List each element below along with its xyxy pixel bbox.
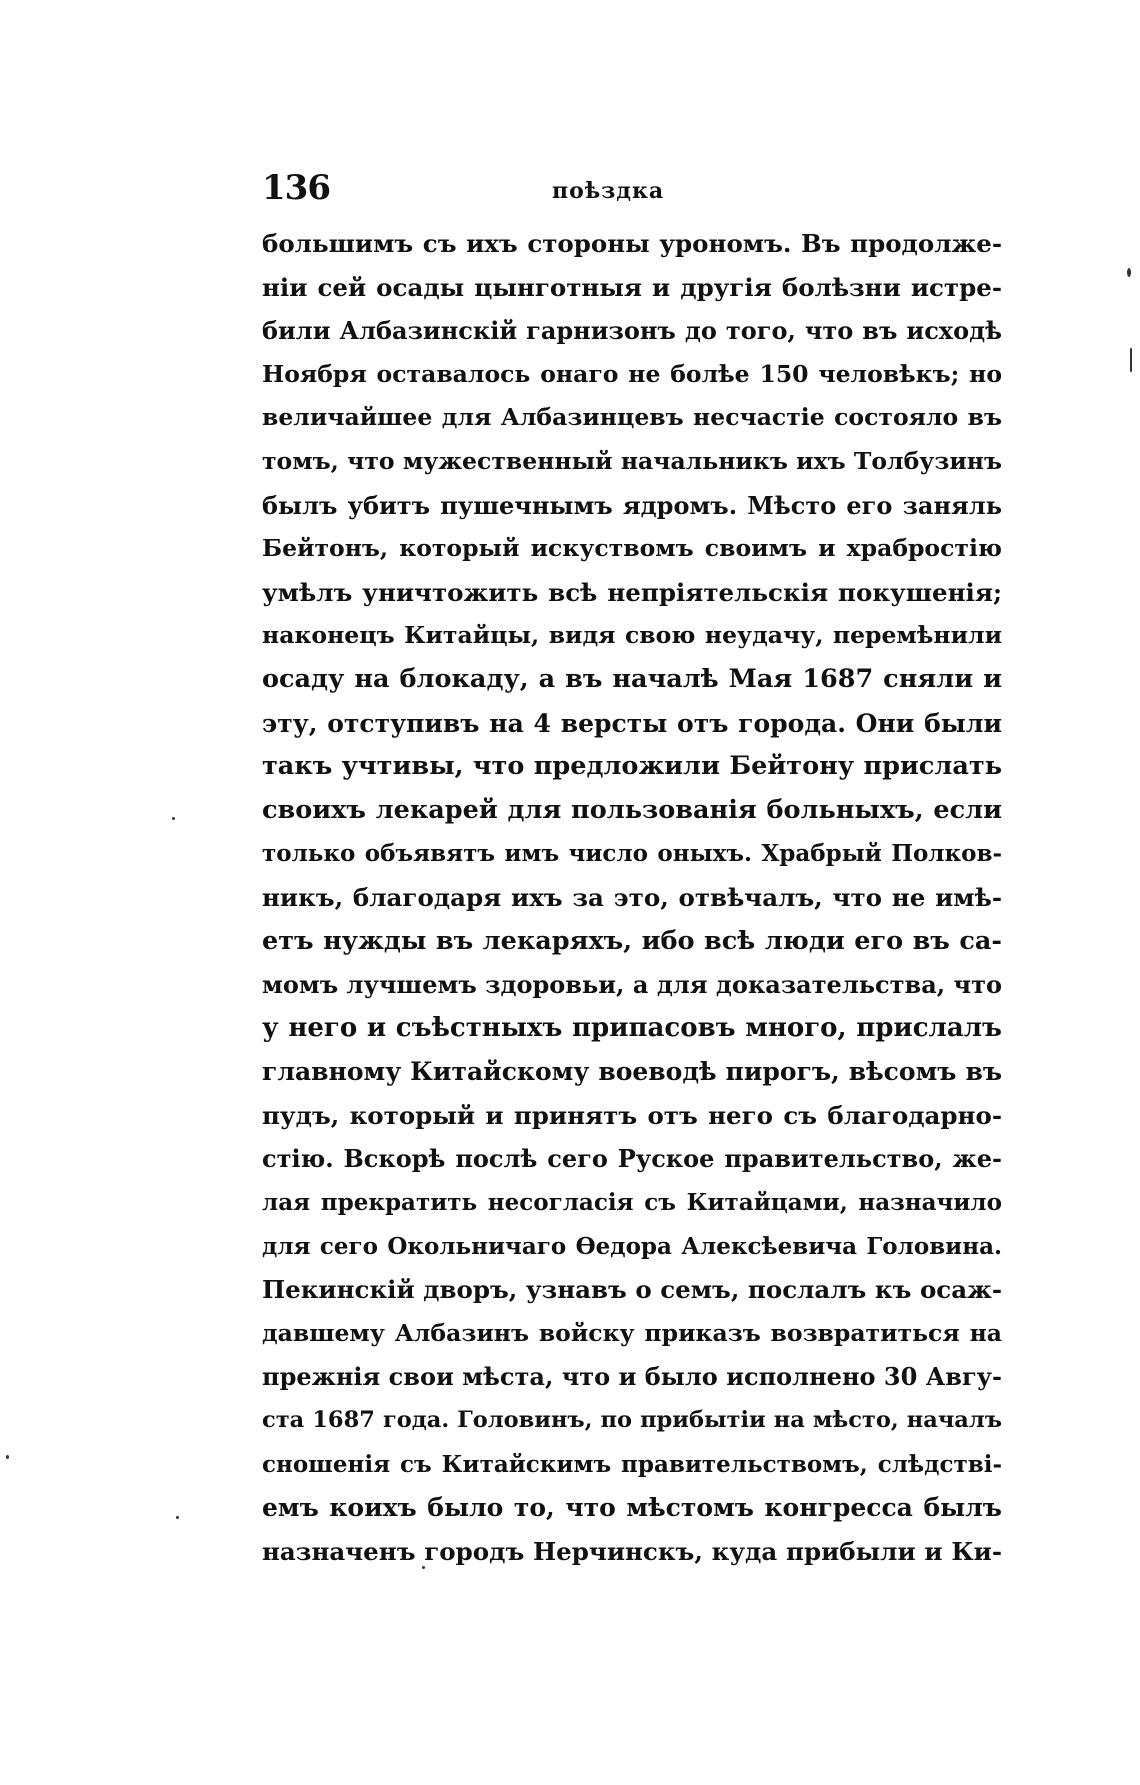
text-line: томъ, что мужественный начальникъ ихъ Толбузинъ <box>262 446 1002 475</box>
text-line: назначенъ городъ Нерчинскъ, куда прибыли и Ки- <box>262 1536 1002 1566</box>
text-line: ніи сей осады цынготныя и другія болѣзни истре- <box>262 272 1002 302</box>
text-line: у него и съѣстныхъ припасовъ много, прислалъ <box>262 1012 1002 1043</box>
text-line: Пекинскій дворъ, узнавъ о семъ, послалъ къ осаж- <box>262 1275 1002 1305</box>
text-line: били Албазинскій гарнизонъ до того, что въ исходѣ <box>262 316 1002 346</box>
text-line: давшему Албазинъ войску приказъ возвратиться на <box>262 1318 1002 1347</box>
scan-speck <box>172 817 175 820</box>
scan-speck <box>6 1455 9 1459</box>
text-line: етъ нужды въ лекаряхъ, ибо всѣ люди его въ са- <box>262 925 1002 956</box>
text-line: большимъ съ ихъ стороны урономъ. Въ продолже- <box>262 229 1002 258</box>
page-number: 136 <box>262 168 330 208</box>
scan-speck <box>422 1566 425 1569</box>
page-header <box>262 168 1002 218</box>
text-line: лая прекратить несогласія съ Китайцами, назначило <box>262 1189 1002 1217</box>
body-text <box>262 222 1002 1573</box>
text-line: умѣлъ уничтожить всѣ непріятельскія покушенія; <box>262 577 1002 607</box>
text-line: величайшее для Албазинцевъ несчастіе состояло въ <box>262 403 1002 432</box>
text-line: емъ коихъ было то, что мѣстомъ конгресса былъ <box>262 1493 1002 1523</box>
text-line: своихъ лекарей для пользованія больныхъ, если <box>262 794 1002 825</box>
text-line: никъ, благодаря ихъ за это, отвѣчалъ, что не имѣ- <box>262 882 1002 912</box>
text-line: Ноября оставалось онаго не болѣе 150 человѣкъ; но <box>262 359 1002 388</box>
running-head: поѣздка <box>552 178 665 204</box>
text-line: осаду на блокаду, а въ началѣ Мая 1687 сняли и <box>262 663 1002 694</box>
text-line: эту, отступивъ на 4 версты отъ города. Они были <box>262 708 1002 738</box>
text-line: такъ учтивы, что предложили Бейтону прислать <box>262 751 1002 782</box>
text-line: только объявятъ имъ число оныхъ. Храбрый Полков- <box>262 840 1002 868</box>
text-line: прежнія свои мѣста, что и было исполнено 30 Авгу- <box>262 1362 1002 1392</box>
text-line: для сего Окольничаго Ѳедора Алексѣевича Головина. <box>262 1232 1002 1260</box>
text-line: момъ лучшемъ здоровьи, а для доказательства, что <box>262 970 1002 1000</box>
text-line: сношенія съ Китайскимъ правительствомъ, слѣдстві- <box>262 1450 1002 1478</box>
text-line: пудъ, который и принятъ отъ него съ благодарно- <box>262 1100 1002 1130</box>
text-line: былъ убитъ пушечнымъ ядромъ. Мѣсто его заняль <box>262 490 1002 520</box>
text-line: главному Китайскому воеводѣ пирогъ, вѣсомъ въ <box>262 1057 1002 1087</box>
text-line: стію. Вскорѣ послѣ сего Руское правительство, же- <box>262 1144 1002 1174</box>
scan-speck <box>176 1516 179 1519</box>
text-line: Бейтонъ, который искуствомъ своимъ и храбростію <box>262 534 1002 563</box>
scan-speck <box>1130 348 1132 372</box>
text-line: ста 1687 года. Головинъ, по прибытіи на мѣсто, началъ <box>262 1407 1002 1434</box>
scan-speck <box>1127 268 1131 277</box>
text-line: наконецъ Китайцы, видя свою неудачу, перемѣнили <box>262 621 1002 650</box>
